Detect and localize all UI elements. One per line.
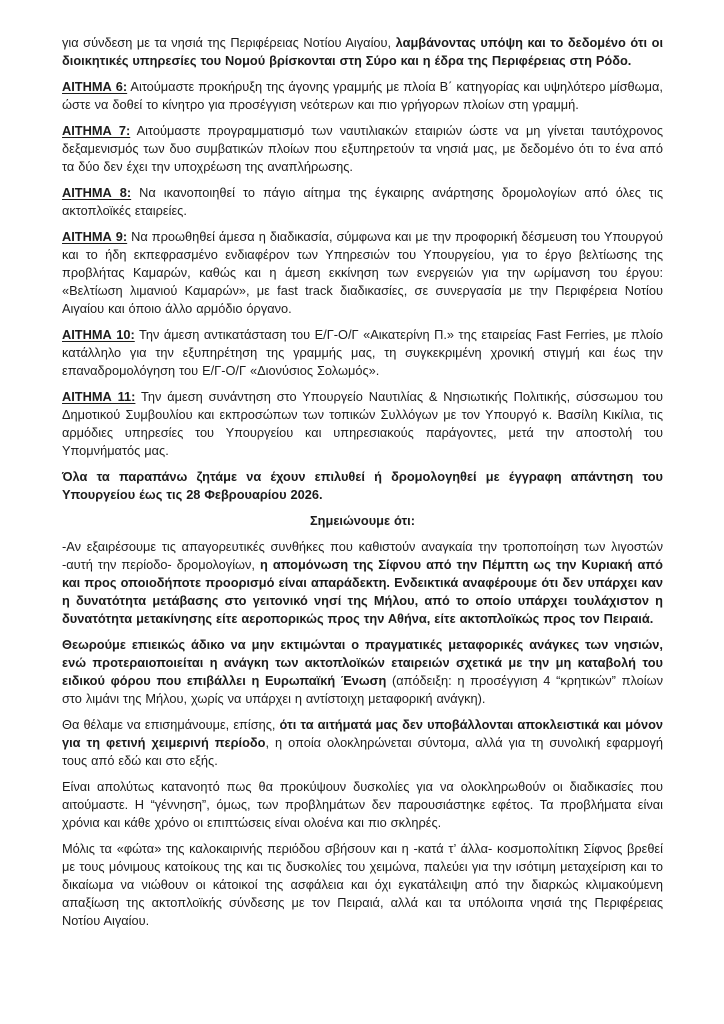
paragraph bbox=[62, 636, 663, 708]
text-run: Να ικανοποιηθεί το πάγιο αίτημα της έγκαιρης ανάρτησης δρομολογίων από όλες τις ακτοπλοϊκές εταιρείες. bbox=[62, 185, 663, 218]
text-run: λαμβάνοντας υπόψη και το δεδομένο ότι οι διοικητικές υπηρεσίες του Νομού βρίσκονται στη Σύρο και η έδρα της Περιφέρειας στη Ρόδο. bbox=[62, 35, 663, 68]
paragraph bbox=[62, 512, 663, 530]
paragraph bbox=[62, 840, 663, 930]
request-label: ΑΙΤΗΜΑ 9: bbox=[62, 229, 128, 244]
text-run: Την άμεση συνάντηση στο Υπουργείο Ναυτιλίας & Νησιωτικής Πολιτικής, σύσσωμου του Δημοτικού Συμβουλίου και εκπροσώπων των τοπικών Συλλόγων με τον Υπουργό κ. Βασίλη Κικίλια, τις αρμόδιες υπηρεσίες του Υπουργείου και υπηρεσιακούς παράγοντες, μετά την αποστολή του Υπομνήματός μας. bbox=[62, 389, 663, 458]
text-run: Αιτούμαστε προγραμματισμό των ναυτιλιακών εταιριών ώστε να μη γίνεται ταυτόχρονος δεξαμενισμός των δυο συμβατικών πλοίων που εξυπηρετούν τα νησιά μας, με δεδομένο ότι το ένα από τα δύο δεν έχει την υποχρέωση της αναπλήρωσης. bbox=[62, 123, 663, 174]
request-paragraph bbox=[62, 228, 663, 318]
request-paragraph bbox=[62, 78, 663, 114]
text-run: για σύνδεση με τα νησιά της Περιφέρειας Νοτίου Αιγαίου, bbox=[62, 35, 396, 50]
text-run: , η οποία ολοκληρώνεται σύντομα, αλλά για τη συνολική εφαρμογή τους από εδώ και στο εξής. bbox=[62, 735, 664, 768]
text-run: Να προωθηθεί άμεσα η διαδικασία, σύμφωνα και με την προφορική δέσμευση του Υπουργού και το ήδη εκπεφρασμένο ενδιαφέρον των Υπηρεσιών του Υπουργείου, για το έργο βελτίωσης της προβλήτας Καμαρών, καθώς και η άμεση εκκίνηση των ενεργειών για την ωρίμανση του έργου: «Βελτίωση λιμανιού Καμαρών», με fast track διαδικασίες, σε συνεργασία με την Περιφέρεια Νοτίου Αιγαίου και όποιο άλλο αρμόδιο όργανο. bbox=[62, 229, 664, 316]
request-label: ΑΙΤΗΜΑ 10: bbox=[62, 327, 135, 342]
text-run: Θεωρούμε επιεικώς άδικο να μην εκτιμώνται ο πραγματικές μεταφορικές ανάγκες των νησιών, ενώ προτεραιοποιείται η ανάγκη των ακτοπλοϊκών εταιρειών σχετικά με την μη καταβολή του ειδικού φόρου που επιβάλλει η Ευρωπαϊκή Ένωση bbox=[62, 637, 663, 688]
text-run: Θα θέλαμε να επισημάνουμε, επίσης, bbox=[62, 717, 280, 732]
paragraph bbox=[62, 34, 663, 70]
text-run: Όλα τα παραπάνω ζητάμε να έχουν επιλυθεί ή δρομολογηθεί με έγγραφη απάντηση του Υπουργείου έως τις 28 Φεβρουαρίου 2026. bbox=[62, 469, 663, 502]
request-label: ΑΙΤΗΜΑ 7: bbox=[62, 123, 131, 138]
paragraph bbox=[62, 468, 663, 504]
text-run: Μόλις τα «φώτα» της καλοκαιρινής περιόδου σβήσουν και η -κατά τ’ άλλα- κοσμοπολίτικη Σίφνος βρεθεί με τους μόνιμους κατοίκους της και τις δυσκολίες του χειμώνα, παλεύει για την ισότιμη μεταχείριση και το δικαίωμα να νιώθουν οι κάτοικοί της ασφάλεια και όχι εγκατάλειψη από την διαρκώς κλιμακούμενη απαξίωση της ακτοπλοϊκής σύνδεσης με τον Πειραιά, αλλά και τα υπόλοιπα νησιά της Περιφέρειας Νοτίου Αιγαίου. bbox=[62, 841, 663, 928]
text-run: Είναι απολύτως κατανοητό πως θα προκύψουν δυσκολίες για να ολοκληρωθούν οι διαδικασίες που αιτούμαστε. Η “γέννηση”, όμως, των προβλημάτων δεν παρουσιάστηκε εφέτος. Τα προβλήματα είναι χρόνια και κάθε χρόνο οι επιπτώσεις είναι ολοένα και πιο σκληρές. bbox=[62, 779, 663, 830]
paragraph bbox=[62, 778, 663, 832]
text-run: Την άμεση αντικατάσταση του Ε/Γ-Ο/Γ «Αικατερίνη Π.» της εταιρείας Fast Ferries, με πλοίο κατάλληλο για την εξυπηρέτηση της γραμμής μας, τη συγκεκριμένη χρονική στιγμή και έως την επαναδρομολόγηση του Ε/Γ-Ο/Γ «Διονύσιος Σολωμός». bbox=[62, 327, 663, 378]
request-label: ΑΙΤΗΜΑ 11: bbox=[62, 389, 136, 404]
text-run: -Αν εξαιρέσουμε τις απαγορευτικές συνθήκες που καθιστούν αναγκαία την τροποποίηση των λιγοστών -αυτή την περίοδο- δρομολογίων, bbox=[62, 539, 663, 572]
paragraph bbox=[62, 538, 663, 628]
paragraph bbox=[62, 716, 663, 770]
document-body bbox=[62, 34, 663, 930]
text-run: (απόδειξη: η προσέγγιση 4 “κρητικών” πλοίων στο λιμάνι της Μήλου, χωρίς να υπάρχει η αντίστοιχη μεταφορική ανάγκη). bbox=[62, 673, 664, 706]
text-run: Σημειώνουμε ότι: bbox=[310, 513, 415, 528]
text-run: Αιτούμαστε προκήρυξη της άγονης γραμμής με πλοία Β΄ κατηγορίας και υψηλότερο μίσθωμα, ώστε να δοθεί το κίνητρο για προσέγγιση νεότερων και πιο γρήγορων πλοίων στη γραμμή. bbox=[62, 79, 663, 112]
request-label: ΑΙΤΗΜΑ 6: bbox=[62, 79, 128, 94]
text-run: ότι τα αιτήματά μας δεν υποβάλλονται αποκλειστικά και μόνον για τη φετινή χειμερινή περίοδο bbox=[62, 717, 664, 750]
request-paragraph bbox=[62, 122, 663, 176]
request-paragraph bbox=[62, 326, 663, 380]
text-run: η απομόνωση της Σίφνου από την Πέμπτη ως την Κυριακή από και προς οποιοδήποτε προορισμό είναι απαράδεκτη. Ενδεικτικά αναφέρουμε ότι δεν υπάρχει καν η δυνατότητα μετάβασης στο γειτονικό νησί της Μήλου, από το οποίο υπάρχει τουλάχιστον η δυνατότητα μετακίνησης είτε αεροπορικώς προς την Αθήνα, είτε ακτοπλοϊκώς προς τον Πειραιά. bbox=[62, 557, 663, 626]
request-label: ΑΙΤΗΜΑ 8: bbox=[62, 185, 132, 200]
request-paragraph bbox=[62, 184, 663, 220]
request-paragraph bbox=[62, 388, 663, 460]
